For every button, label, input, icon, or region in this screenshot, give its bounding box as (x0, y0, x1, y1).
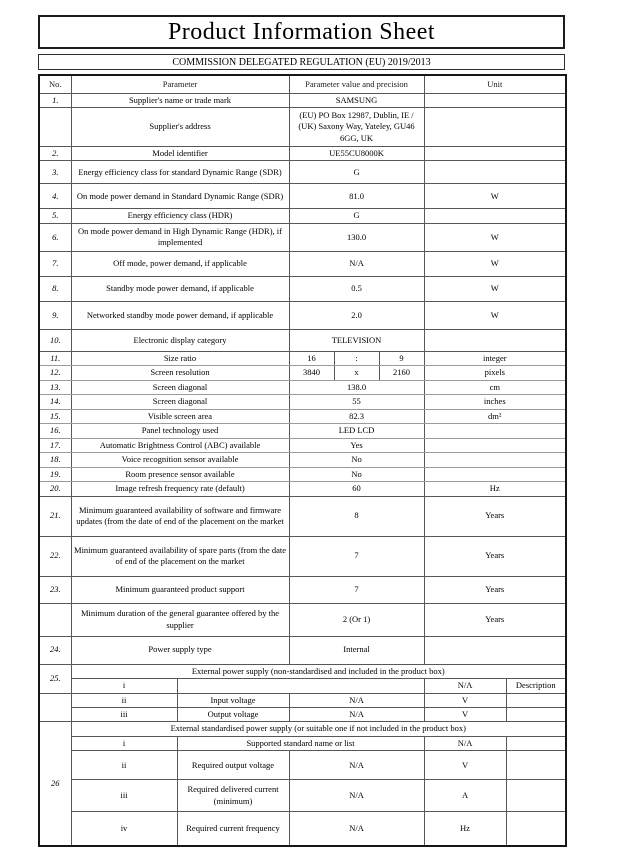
parameter-cell: Input voltage (177, 693, 289, 707)
description-cell (506, 736, 566, 750)
value-cell: G (289, 209, 424, 223)
parameter-cell: Screen resolution (71, 366, 289, 380)
value-cell: TELEVISION (289, 329, 424, 351)
no-cell: 17. (39, 438, 71, 452)
no-cell: 13. (39, 380, 71, 394)
value-cell: 3840 (289, 366, 334, 380)
no-cell: 5. (39, 209, 71, 223)
empty-cell (424, 161, 566, 184)
table-row (39, 380, 566, 394)
empty-cell (177, 679, 424, 693)
table-header-row (39, 75, 566, 93)
table-row (39, 184, 566, 209)
empty-cell (424, 424, 566, 438)
parameter-cell: Minimum duration of the general guarantee offered by the supplier (71, 603, 289, 636)
parameter-cell: Screen diagonal (71, 395, 289, 409)
value-cell: LED LCD (289, 424, 424, 438)
parameter-cell: Image refresh frequency rate (default) (71, 482, 289, 496)
parameter-cell: Power supply type (71, 636, 289, 664)
parameter-cell: Energy efficiency class (HDR) (71, 209, 289, 223)
parameter-cell: Energy efficiency class for standard Dynamic Range (SDR) (71, 161, 289, 184)
no-cell: 8. (39, 276, 71, 301)
table-row (39, 576, 566, 603)
value-cell: 7 (289, 536, 424, 576)
unit-cell: integer (424, 351, 566, 365)
parameter-cell: Output voltage (177, 708, 289, 722)
no-cell: 1. (39, 93, 71, 107)
value-cell: N/A (289, 812, 424, 846)
unit-cell: N/A (424, 736, 506, 750)
header-no: No. (39, 75, 71, 93)
table-row (39, 453, 566, 467)
parameter-cell: Minimum guaranteed product support (71, 576, 289, 603)
parameter-cell: Supported standard name or list (177, 736, 424, 750)
no-cell: 12. (39, 366, 71, 380)
parameter-cell: On mode power demand in High Dynamic Range (HDR), if implemented (71, 223, 289, 251)
value-cell: 138.0 (289, 380, 424, 394)
table-row (39, 276, 566, 301)
value-cell: N/A (289, 780, 424, 812)
table-row (39, 409, 566, 423)
sub-label-cell: iii (71, 708, 177, 722)
unit-cell: Years (424, 603, 566, 636)
parameter-cell: Voice recognition sensor available (71, 453, 289, 467)
empty-cell (424, 636, 566, 664)
sub-label-cell: i (71, 679, 177, 693)
no-cell: 9. (39, 301, 71, 329)
header-parameter: Parameter (71, 75, 289, 93)
unit-cell: W (424, 251, 566, 276)
parameter-cell: Required delivered current (minimum) (177, 780, 289, 812)
table-row (39, 679, 566, 693)
table-row (39, 161, 566, 184)
table-row (39, 351, 566, 365)
value-cell: 8 (289, 496, 424, 536)
table-row (39, 223, 566, 251)
no-cell: 10. (39, 329, 71, 351)
empty-cell (424, 146, 566, 160)
unit-cell: dm² (424, 409, 566, 423)
unit-cell: V (424, 751, 506, 780)
value-cell: (EU) PO Box 12987, Dublin, IE / (UK) Saxony Way, Yateley, GU46 6GG, UK (289, 107, 424, 146)
parameter-cell: Minimum guaranteed availability of software and firmware updates (from the date of end of the placement on the market (71, 496, 289, 536)
table-row (39, 496, 566, 536)
empty-cell (424, 453, 566, 467)
section-26-header-row (39, 722, 566, 736)
table-row (39, 438, 566, 452)
value-cell: N/A (289, 251, 424, 276)
no-cell: 6. (39, 223, 71, 251)
empty-cell (39, 693, 71, 722)
value-separator-cell: x (334, 366, 379, 380)
value-cell: No (289, 453, 424, 467)
parameter-cell: Model identifier (71, 146, 289, 160)
section-25-header-row (39, 664, 566, 678)
value-cell: N/A (289, 693, 424, 707)
no-cell: 25. (39, 664, 71, 693)
value-cell: 2.0 (289, 301, 424, 329)
parameter-cell: Required output voltage (177, 751, 289, 780)
unit-cell: W (424, 223, 566, 251)
title-box (38, 15, 565, 49)
parameter-cell: Off mode, power demand, if applicable (71, 251, 289, 276)
value-cell: No (289, 467, 424, 481)
parameter-cell: Supplier's name or trade mark (71, 93, 289, 107)
no-cell: 4. (39, 184, 71, 209)
parameter-cell: Networked standby mode power demand, if applicable (71, 301, 289, 329)
parameters-table (38, 74, 567, 847)
no-cell: 3. (39, 161, 71, 184)
table-row (39, 751, 566, 780)
sub-label-cell: ii (71, 751, 177, 780)
unit-cell: Years (424, 496, 566, 536)
table-row (39, 329, 566, 351)
table-row (39, 107, 566, 146)
empty-cell (424, 93, 566, 107)
table-row (39, 603, 566, 636)
table-row (39, 146, 566, 160)
value-cell: 2 (Or 1) (289, 603, 424, 636)
empty-cell (424, 107, 566, 146)
value-separator-cell: : (334, 351, 379, 365)
unit-cell: Years (424, 576, 566, 603)
parameter-cell: Room presence sensor available (71, 467, 289, 481)
parameter-cell: Screen diagonal (71, 380, 289, 394)
no-cell: 11. (39, 351, 71, 365)
empty-cell (424, 329, 566, 351)
sub-label-cell: i (71, 736, 177, 750)
unit-cell: W (424, 184, 566, 209)
value-cell: 55 (289, 395, 424, 409)
unit-cell: W (424, 276, 566, 301)
header-value: Parameter value and precision (289, 75, 424, 93)
parameter-cell: Automatic Brightness Control (ABC) available (71, 438, 289, 452)
empty-cell (424, 438, 566, 452)
no-cell: 23. (39, 576, 71, 603)
unit-cell: V (424, 693, 506, 707)
section-title-cell: External power supply (non-standardised and included in the product box) (71, 664, 566, 678)
value-cell: 82.3 (289, 409, 424, 423)
parameter-cell: Panel technology used (71, 424, 289, 438)
table-row (39, 636, 566, 664)
table-row (39, 780, 566, 812)
empty-cell (424, 209, 566, 223)
table-row (39, 812, 566, 846)
sub-label-cell: ii (71, 693, 177, 707)
value-cell: 2160 (379, 366, 424, 380)
unit-cell: A (424, 780, 506, 812)
sub-label-cell: iii (71, 780, 177, 812)
table-row (39, 209, 566, 223)
parameter-cell: Standby mode power demand, if applicable (71, 276, 289, 301)
table-row (39, 366, 566, 380)
parameter-cell: Supplier's address (71, 107, 289, 146)
value-cell: SAMSUNG (289, 93, 424, 107)
table-row (39, 301, 566, 329)
regulation-title: COMMISSION DELEGATED REGULATION (EU) 2019/2013 (172, 56, 431, 68)
no-cell: 14. (39, 395, 71, 409)
description-cell (506, 708, 566, 722)
description-cell (506, 693, 566, 707)
empty-cell (424, 467, 566, 481)
unit-cell: V (424, 708, 506, 722)
section-title-cell: External standardised power supply (or suitable one if not included in the product box) (71, 722, 566, 736)
table-row (39, 93, 566, 107)
table-row (39, 708, 566, 722)
unit-cell: pixels (424, 366, 566, 380)
table-row (39, 251, 566, 276)
header-unit: Unit (424, 75, 566, 93)
value-cell: 9 (379, 351, 424, 365)
table-row (39, 424, 566, 438)
value-cell: G (289, 161, 424, 184)
value-cell: 7 (289, 576, 424, 603)
unit-cell: cm (424, 380, 566, 394)
value-cell: N/A (289, 751, 424, 780)
no-cell: 7. (39, 251, 71, 276)
parameter-cell: On mode power demand in Standard Dynamic Range (SDR) (71, 184, 289, 209)
regulation-box (38, 54, 565, 70)
unit-cell: inches (424, 395, 566, 409)
no-cell: 24. (39, 636, 71, 664)
table-row (39, 536, 566, 576)
unit-cell: W (424, 301, 566, 329)
table-row (39, 482, 566, 496)
no-cell: 15. (39, 409, 71, 423)
empty-cell (39, 603, 71, 636)
table-row (39, 736, 566, 750)
unit-cell: Hz (424, 482, 566, 496)
value-cell: 130.0 (289, 223, 424, 251)
no-cell: 19. (39, 467, 71, 481)
no-cell: 20. (39, 482, 71, 496)
empty-cell (39, 107, 71, 146)
parameter-cell: Required current frequency (177, 812, 289, 846)
description-cell (506, 780, 566, 812)
parameter-cell: Electronic display category (71, 329, 289, 351)
no-cell: 22. (39, 536, 71, 576)
value-cell: Yes (289, 438, 424, 452)
unit-cell: Hz (424, 812, 506, 846)
table-row (39, 693, 566, 707)
value-cell: 16 (289, 351, 334, 365)
value-cell: UE55CU8000K (289, 146, 424, 160)
table-row (39, 467, 566, 481)
no-cell: 18. (39, 453, 71, 467)
parameter-cell: Size ratio (71, 351, 289, 365)
no-cell: 2. (39, 146, 71, 160)
no-cell: 26 (39, 722, 71, 846)
value-cell: 0.5 (289, 276, 424, 301)
value-cell: N/A (289, 708, 424, 722)
no-cell: 21. (39, 496, 71, 536)
description-header-cell: Description (506, 679, 566, 693)
unit-cell: Years (424, 536, 566, 576)
value-cell: 60 (289, 482, 424, 496)
value-cell: Internal (289, 636, 424, 664)
description-cell (506, 812, 566, 846)
table-row (39, 395, 566, 409)
sub-label-cell: iv (71, 812, 177, 846)
no-cell: 16. (39, 424, 71, 438)
value-cell: 81.0 (289, 184, 424, 209)
unit-cell: N/A (424, 679, 506, 693)
page-title: Product Information Sheet (167, 18, 436, 45)
parameter-cell: Visible screen area (71, 409, 289, 423)
description-cell (506, 751, 566, 780)
parameter-cell: Minimum guaranteed availability of spare parts (from the date of end of the placement on the market (71, 536, 289, 576)
